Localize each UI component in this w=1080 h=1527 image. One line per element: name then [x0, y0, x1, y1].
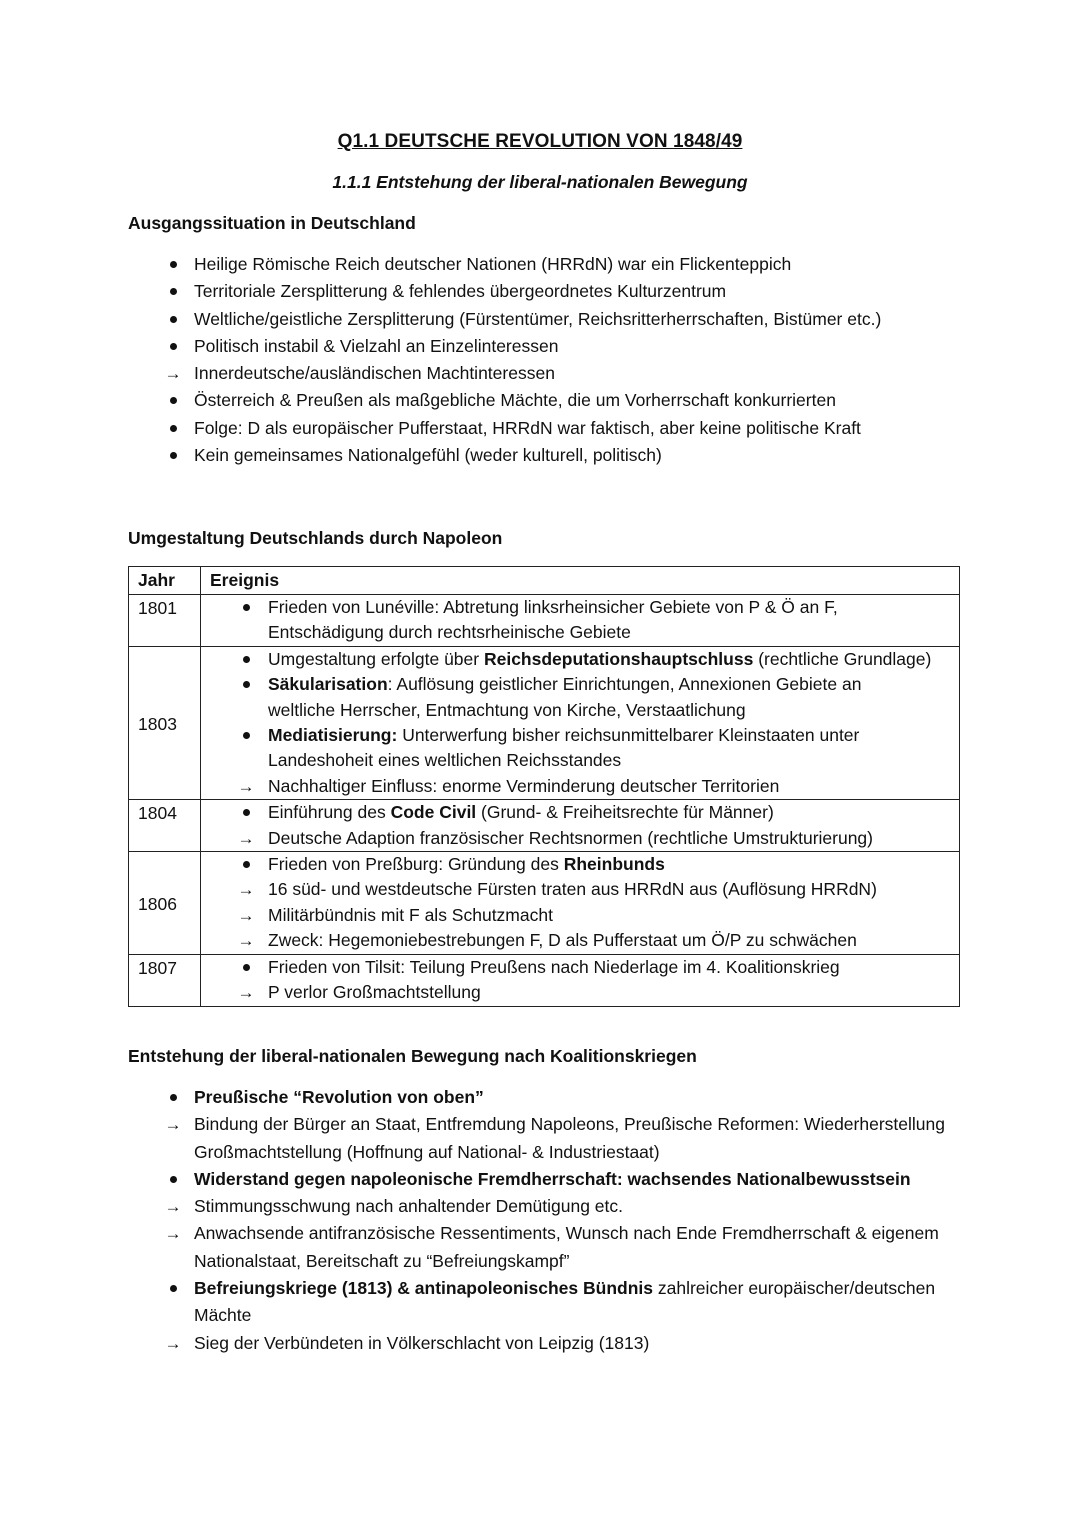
text: Landeshoheit eines weltlichen Reichsstandes — [268, 750, 622, 771]
list-item-text — [194, 1223, 939, 1270]
list-item — [128, 360, 968, 387]
text: Umgestaltung erfolgte über — [268, 648, 484, 669]
page-title: Q1.1 DEUTSCHE REVOLUTION VON 1848/49 — [337, 131, 743, 152]
bullet-icon — [158, 333, 188, 350]
year-value: 1803 — [138, 714, 177, 735]
year-cell — [129, 646, 201, 799]
bullet-icon — [158, 1166, 188, 1183]
event-line — [201, 826, 959, 851]
list-item — [128, 1084, 968, 1111]
text: Stimmungsschwung nach anhaltender Demütigung etc. — [194, 1196, 623, 1217]
bullet-icon — [158, 415, 188, 432]
list-item — [128, 306, 968, 333]
list-item-text: Österreich & Preußen als maßgebliche Mächte, die um Vorherrschaft konkurrierten — [194, 390, 836, 411]
list-item-text: Territoriale Zersplitterung & fehlendes übergeordnetes Kulturzentrum — [194, 281, 727, 302]
text: (Grund- & Freiheitsrechte für Männer) — [476, 802, 774, 823]
text: Unterwerfung bisher reichsunmittelbarer Kleinstaaten unter — [397, 725, 860, 746]
list-item — [128, 1330, 968, 1357]
text: Frieden von Tilsit: Teilung Preußens nach Niederlage im 4. Koalitionskrieg — [268, 956, 840, 977]
arrow-right-icon: → — [237, 776, 255, 796]
text: Frieden von Preßburg: Gründung des — [268, 854, 564, 875]
event-line — [201, 748, 959, 773]
col-header-year: Jahr — [129, 567, 201, 595]
arrow-right-icon: → — [164, 1224, 182, 1244]
bullet-icon — [158, 387, 188, 404]
event-line — [201, 800, 959, 825]
list-item — [128, 442, 968, 469]
text: 16 süd- und westdeutsche Fürsten traten aus HRRdN aus (Auflösung HRRdN) — [268, 879, 877, 900]
bullet-icon — [158, 1275, 188, 1292]
text: Militärbündnis mit F als Schutzmacht — [268, 904, 553, 925]
bullet-icon — [231, 595, 261, 611]
year-cell — [129, 595, 201, 647]
text: Entschädigung durch rechtsrheinische Gebiete — [268, 622, 631, 643]
bullet-icon — [158, 306, 188, 323]
bullet-icon — [158, 442, 188, 459]
arrow-right-icon: → — [237, 828, 255, 848]
text: Anwachsende antifranzösische Ressentiments, Wunsch nach Ende Fremdherrschaft & eigenem Nationalstaat, Bereitschaft zu “Befreiungskampf” — [194, 1223, 939, 1271]
bold-text: Widerstand gegen napoleonische Fremdherrschaft: wachsendes Nationalbewusstsein — [194, 1168, 911, 1189]
list-item-text — [194, 1278, 935, 1325]
bullet-icon — [231, 647, 261, 663]
event-line — [201, 698, 959, 723]
list-item — [128, 333, 968, 360]
arrow-right-icon: → — [237, 880, 255, 900]
list-item-text: Heilige Römische Reich deutscher Nationen (HRRdN) war ein Flickenteppich — [194, 254, 792, 274]
list-item-text — [194, 1169, 911, 1189]
list-item-text: Weltliche/geistliche Zersplitterung (Fürstentümer, Reichsritterherrschaften, Bistümer etc.) — [194, 308, 882, 329]
event-line — [201, 928, 959, 953]
arrow-right-icon: → — [237, 931, 255, 951]
section-heading-ausgangssituation: Ausgangssituation in Deutschland — [128, 213, 416, 233]
year-cell — [129, 954, 201, 1006]
bold-text: Mediatisierung: — [268, 725, 398, 746]
list-item — [128, 278, 968, 305]
list-item — [128, 1193, 968, 1220]
text: Einführung des — [268, 802, 391, 823]
table-header-row — [129, 567, 960, 595]
col-header-event: Ereignis — [201, 567, 960, 595]
event-line — [201, 955, 959, 980]
list-item-text: Folge: D als europäischer Pufferstaat, HRRdN war faktisch, aber keine politische Kraft — [194, 417, 861, 438]
text: : Auflösung geistlicher Einrichtungen, Annexionen Gebiete an — [387, 674, 862, 695]
list-item-text — [194, 1087, 484, 1107]
event-line — [201, 903, 959, 928]
bullet-icon — [158, 1084, 188, 1101]
text: weltliche Herrscher, Entmachtung von Kirche, Verstaatlichung — [268, 699, 746, 720]
event-line — [201, 980, 959, 1005]
text: Nachhaltiger Einfluss: enorme Verminderung deutscher Territorien — [268, 775, 780, 796]
arrow-right-icon: → — [164, 1197, 182, 1217]
event-cell — [201, 595, 960, 647]
bullet-icon — [231, 723, 261, 739]
year-value: 1801 — [138, 598, 177, 618]
bullet-icon — [231, 852, 261, 868]
event-line — [201, 620, 959, 645]
text: Sieg der Verbündeten in Völkerschlacht von Leipzig (1813) — [194, 1332, 650, 1353]
list-item — [128, 387, 968, 414]
bullet-icon — [231, 955, 261, 971]
year-value: 1806 — [138, 893, 177, 914]
arrow-right-icon: → — [237, 983, 255, 1003]
table-row — [129, 595, 960, 647]
table-row — [129, 646, 960, 799]
year-value: 1807 — [138, 957, 177, 978]
arrow-right-icon: → — [237, 905, 255, 925]
arrow-right-icon: → — [164, 1333, 182, 1353]
text: Bindung der Bürger an Staat, Entfremdung Napoleons, Preußische Reformen: Wiederherstellung Großmachtstellung (Hoffnung auf National- & Industriestaat) — [194, 1114, 945, 1162]
year-value: 1804 — [138, 803, 177, 824]
section-heading-bewegung: Entstehung der liberal-nationalen Bewegung nach Koalitionskriegen — [128, 1046, 697, 1066]
ausgangssituation-list — [128, 251, 968, 469]
text: P verlor Großmachtstellung — [268, 982, 481, 1003]
list-item — [128, 1220, 968, 1275]
page-subtitle: 1.1.1 Entstehung der liberal-nationalen Bewegung — [332, 172, 748, 192]
event-line — [201, 672, 959, 697]
year-cell — [129, 800, 201, 852]
text: (rechtliche Grundlage) — [753, 648, 932, 669]
table-row — [129, 954, 960, 1006]
bold-text: Preußische “Revolution von oben” — [194, 1087, 484, 1107]
event-line — [201, 774, 959, 799]
event-cell — [201, 800, 960, 852]
bullet-icon — [158, 251, 188, 268]
bullet-icon — [158, 278, 188, 295]
section-heading-napoleon: Umgestaltung Deutschlands durch Napoleon — [128, 528, 503, 548]
arrow-right-icon: → — [164, 364, 182, 384]
table-row — [129, 852, 960, 955]
arrow-right-icon: → — [164, 1115, 182, 1135]
list-item — [128, 1275, 968, 1330]
table-row — [129, 800, 960, 852]
list-item — [128, 251, 968, 278]
bullet-icon — [231, 672, 261, 688]
event-line — [201, 723, 959, 748]
list-item-text — [194, 1114, 945, 1161]
list-item-text: Politisch instabil & Vielzahl an Einzelinteressen — [194, 335, 559, 356]
event-cell — [201, 954, 960, 1006]
text: Frieden von Lunéville: Abtretung linksrheinsicher Gebiete von P & Ö an F, — [268, 597, 838, 617]
list-item — [128, 1166, 968, 1193]
bold-text: Rheinbunds — [563, 854, 665, 875]
napoleon-table — [128, 566, 960, 1007]
year-cell — [129, 852, 201, 955]
list-item-text — [194, 1196, 623, 1216]
list-item — [128, 1111, 968, 1166]
event-cell — [201, 852, 960, 955]
text: Deutsche Adaption französischer Rechtsnormen (rechtliche Umstrukturierung) — [268, 827, 873, 848]
event-line — [201, 852, 959, 877]
list-item-text: Kein gemeinsames Nationalgefühl (weder kulturell, politisch) — [194, 445, 662, 466]
bewegung-list — [128, 1084, 968, 1357]
event-cell — [201, 646, 960, 799]
event-line — [201, 647, 959, 672]
bold-text: Reichsdeputationshauptschluss — [483, 648, 754, 669]
bold-text: Code Civil — [390, 802, 477, 823]
bold-text: Befreiungskriege (1813) & antinapoleonisches Bündnis — [194, 1278, 653, 1299]
event-line — [201, 877, 959, 902]
event-line — [201, 595, 959, 620]
bullet-icon — [231, 800, 261, 816]
list-item-text: Innerdeutsche/ausländischen Machtinteressen — [194, 363, 555, 384]
list-item — [128, 415, 968, 442]
bold-text: Säkularisation — [268, 674, 388, 695]
text: Zweck: Hegemoniebestrebungen F, D als Pufferstaat um Ö/P zu schwächen — [268, 930, 857, 951]
text: zahlreicher europäischer/deutschen Mächte — [194, 1278, 936, 1326]
list-item-text — [194, 1333, 649, 1353]
